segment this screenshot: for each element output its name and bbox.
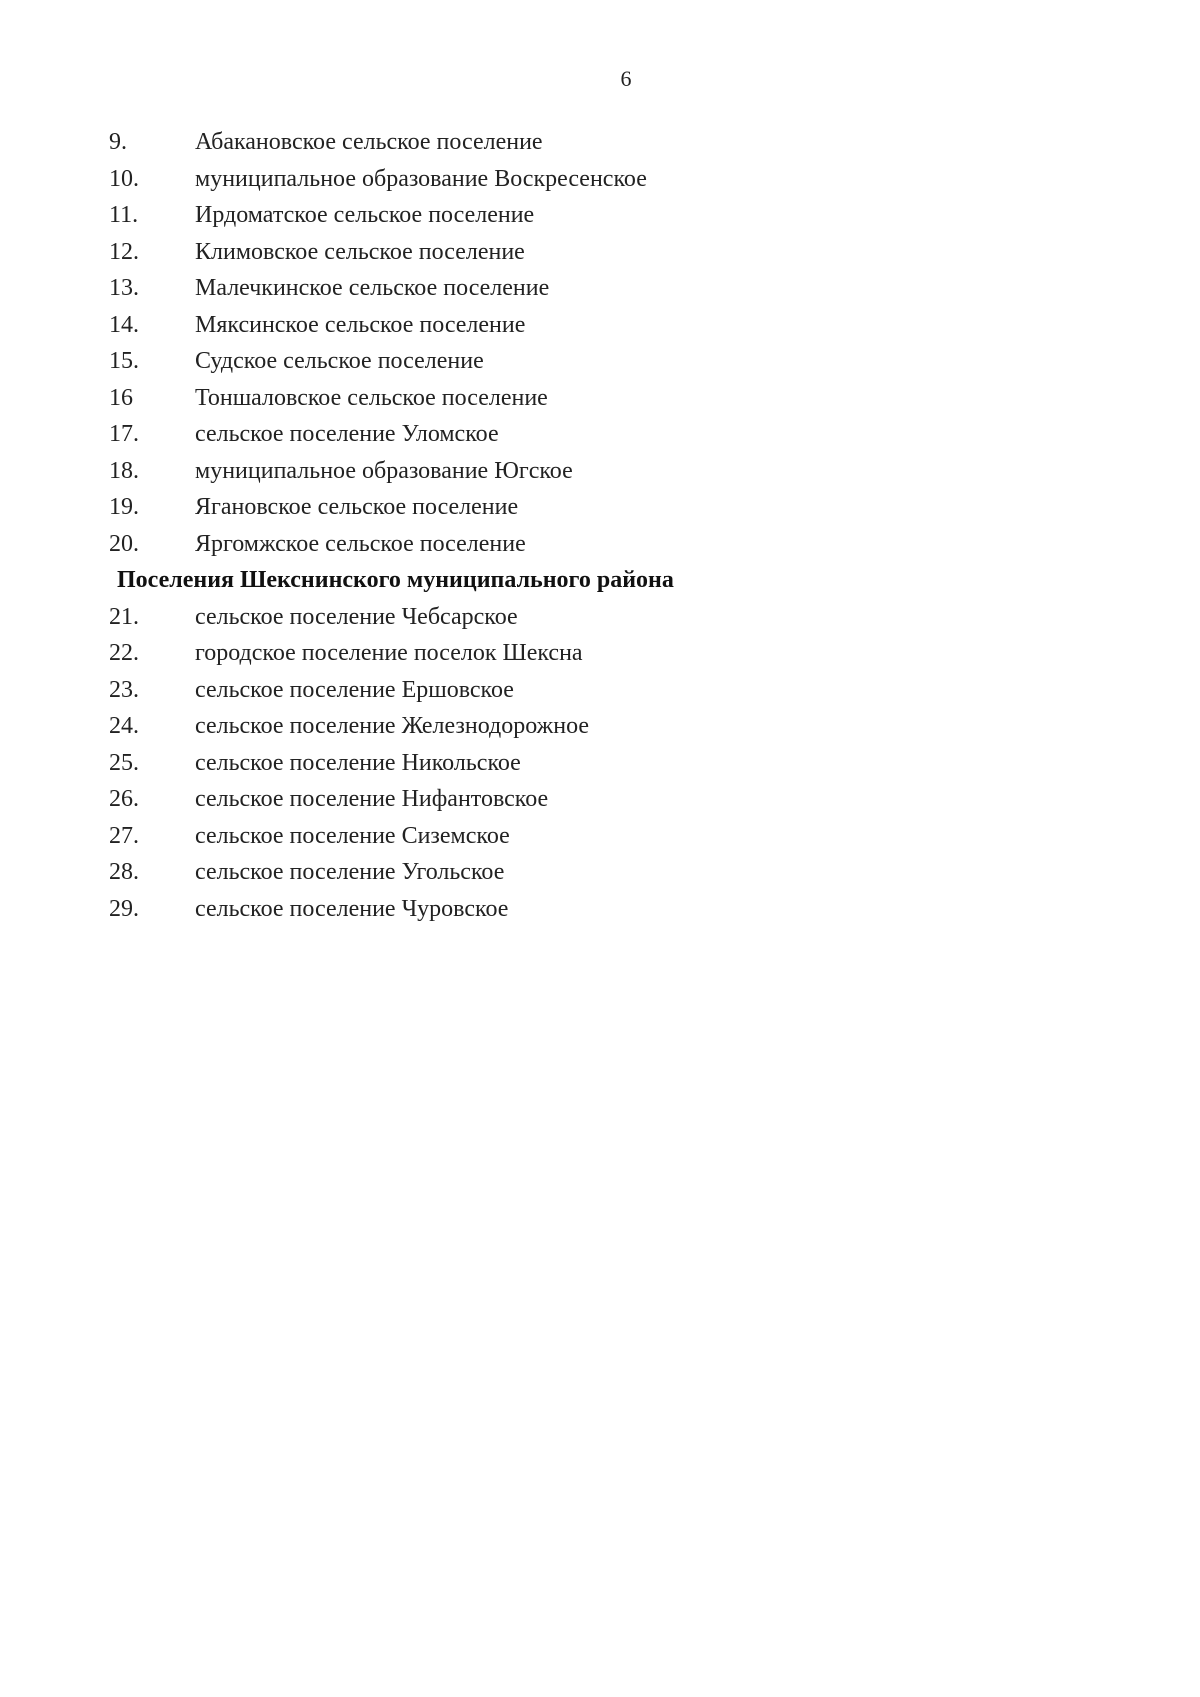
item-text: Тоншаловское сельское поселение — [195, 384, 548, 411]
list-item — [109, 343, 1109, 380]
list-item — [109, 161, 1109, 198]
item-number: 27. — [109, 822, 139, 849]
list-item — [109, 635, 1109, 672]
item-text: сельское поселение Угольское — [195, 859, 505, 885]
item-number: 28. — [109, 859, 139, 885]
item-number: 16 — [109, 384, 133, 411]
list-item — [109, 197, 1109, 234]
list-item — [109, 745, 1109, 782]
item-number: 19. — [109, 494, 139, 520]
item-text: сельское поселение Ершовское — [195, 676, 514, 703]
list-item — [109, 307, 1109, 344]
page-number: 6 — [620, 66, 632, 91]
item-text: сельское поселение Сиземское — [195, 822, 510, 849]
item-number: 10. — [109, 165, 139, 192]
item-number: 23. — [109, 676, 139, 703]
item-text: сельское поселение Чуровское — [195, 895, 509, 922]
settlement-list — [109, 124, 1109, 927]
item-text: Климовское сельское поселение — [195, 238, 525, 265]
item-text: муниципальное образование Воскресенское — [195, 165, 647, 192]
list-item — [109, 416, 1109, 453]
list-item — [109, 234, 1109, 271]
item-text: городское поселение поселок Шексна — [195, 640, 583, 666]
item-text: Ирдоматское сельское поселение — [195, 202, 535, 228]
item-text: Малечкинское сельское поселение — [195, 275, 550, 301]
list-item — [109, 380, 1109, 417]
list-item — [109, 854, 1109, 891]
item-number: 17. — [109, 421, 139, 447]
list-item — [109, 672, 1109, 709]
list-item — [109, 708, 1109, 745]
item-text: сельское поселение Чебсарское — [195, 603, 518, 630]
item-number: 20. — [109, 530, 139, 557]
item-text: сельское поселение Нифантовское — [195, 786, 549, 812]
item-text: Абакановское сельское поселение — [195, 129, 543, 155]
item-text: Судское сельское поселение — [195, 348, 484, 374]
list-item — [109, 599, 1109, 636]
item-number: 9. — [109, 129, 127, 155]
item-text: сельское поселение Уломское — [195, 421, 499, 447]
list-item — [109, 818, 1109, 855]
list-item — [109, 453, 1109, 490]
list-item — [109, 526, 1109, 563]
item-text: Ягановское сельское поселение — [195, 494, 519, 520]
item-number: 22. — [109, 640, 139, 666]
item-text: сельское поселение Железнодорожное — [195, 713, 590, 739]
list-item — [109, 781, 1109, 818]
item-number: 24. — [109, 713, 139, 739]
item-text: Яргомжское сельское поселение — [195, 530, 526, 557]
list-item — [109, 124, 1109, 161]
item-number: 13. — [109, 275, 139, 301]
list-item — [109, 270, 1109, 307]
item-number: 14. — [109, 311, 139, 338]
item-text: сельское поселение Никольское — [195, 749, 521, 776]
item-number: 11. — [109, 202, 139, 228]
item-number: 26. — [109, 786, 139, 812]
item-number: 21. — [109, 603, 139, 630]
section-heading: Поселения Шекснинского муниципального района — [117, 567, 674, 593]
item-text: Мяксинское сельское поселение — [195, 311, 526, 338]
item-text: муниципальное образование Югское — [195, 457, 573, 484]
item-number: 18. — [109, 457, 139, 484]
item-number: 25. — [109, 749, 139, 776]
list-item — [109, 891, 1109, 928]
item-number: 29. — [109, 895, 139, 922]
item-number: 15. — [109, 348, 139, 374]
list-item — [109, 489, 1109, 526]
item-number: 12. — [109, 238, 139, 265]
